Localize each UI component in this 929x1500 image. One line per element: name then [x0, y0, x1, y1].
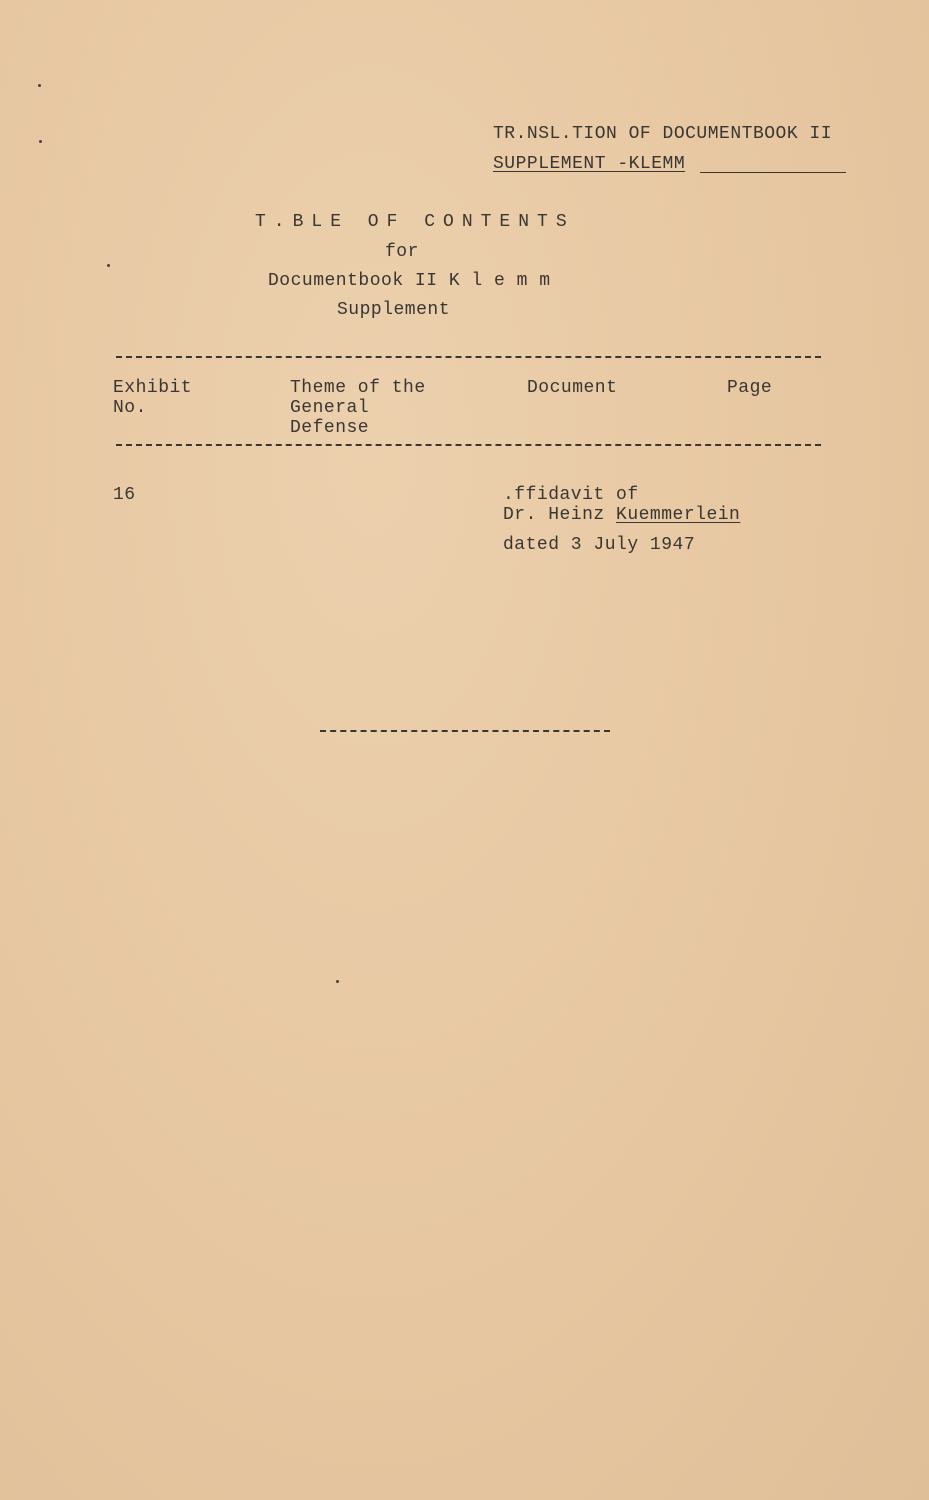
row-exhibit-number: 16 — [113, 485, 136, 505]
row-document-name: Kuemmerlein — [616, 505, 741, 525]
end-rule — [320, 730, 610, 732]
row-document-line1: .ffidavit of — [503, 485, 639, 505]
paper-speck — [336, 980, 339, 983]
column-header-page: Page — [727, 378, 773, 398]
header-title: TR.NSL.TION OF DOCUMENTBOOK II — [493, 124, 833, 144]
toc-book-title: Documentbook II K l e m m — [268, 271, 551, 291]
row-document-line2 — [503, 505, 740, 525]
row-document-line3: dated 3 July 1947 — [503, 535, 696, 555]
row-document-prefix: Dr. Heinz — [503, 505, 617, 525]
column-header-theme: Theme of the General Defense — [290, 378, 426, 438]
toc-heading: T.BLE OF CONTENTS — [255, 212, 575, 232]
header-subtitle: SUPPLEMENT -KLEMM — [493, 154, 686, 174]
table-top-rule — [116, 356, 821, 358]
paper-speck — [38, 84, 41, 87]
toc-for: for — [385, 242, 419, 262]
column-header-document: Document — [527, 378, 618, 398]
column-header-exhibit: Exhibit No. — [113, 378, 193, 418]
toc-supplement: Supplement — [337, 300, 451, 320]
table-header-rule — [116, 444, 821, 446]
paper-speck — [39, 140, 42, 143]
header-underline — [700, 172, 846, 173]
paper-speck — [107, 264, 110, 267]
